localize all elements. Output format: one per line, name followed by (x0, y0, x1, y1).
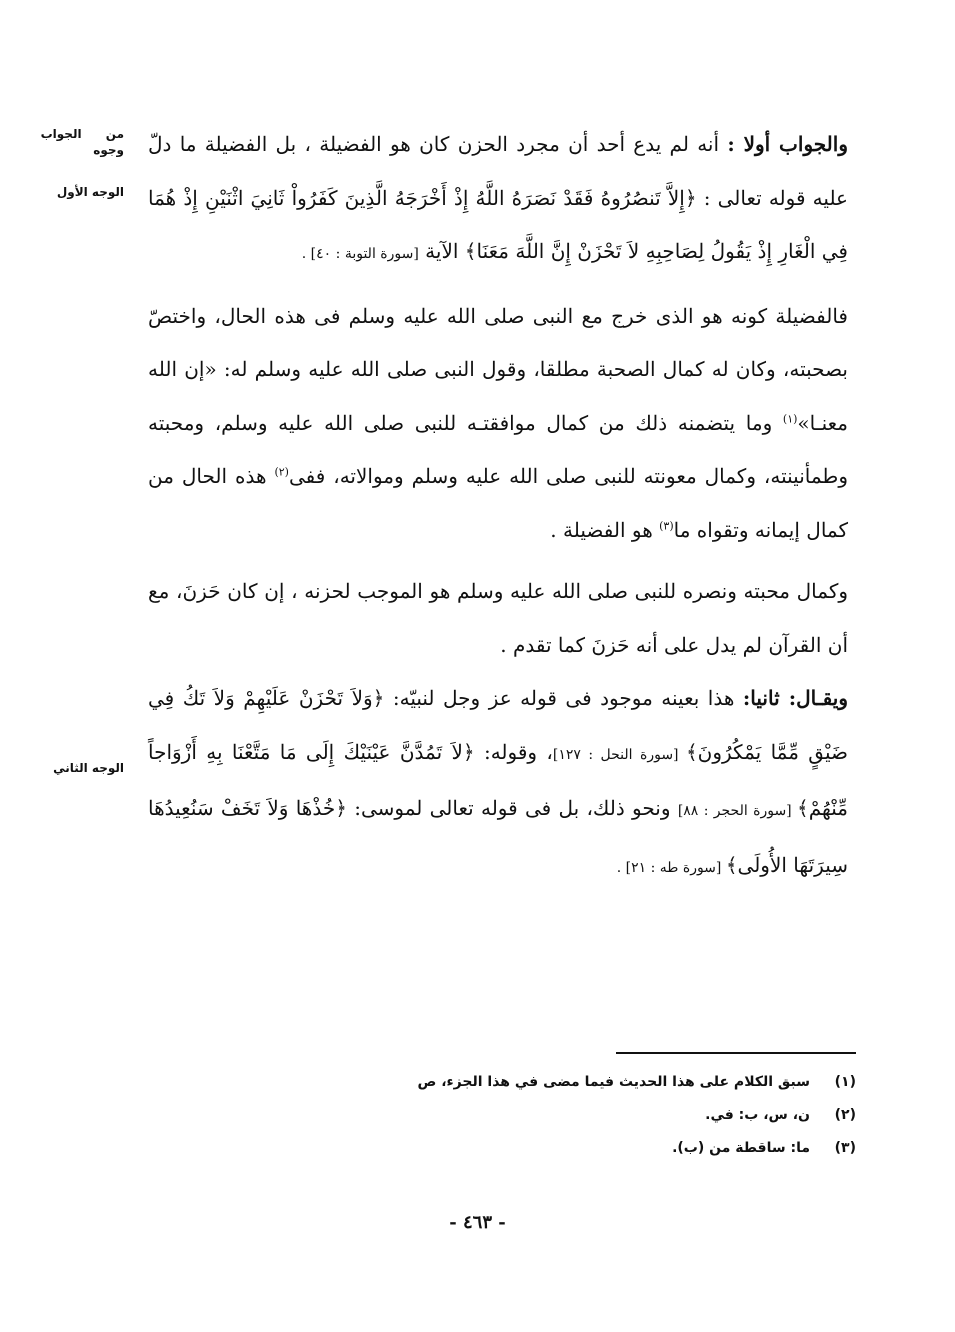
paragraph-text: هو الفضيلة . (550, 517, 660, 542)
margin-note-word-min: من (105, 127, 124, 141)
footnotes (300, 1066, 856, 1165)
margin-note-word-aspects: وجوه (93, 143, 124, 157)
footnote-number: (٣) (834, 1140, 856, 1156)
quran-verse: ﴿وَلاَ تَحْزَنْ عَلَيْهِمْ وَلاَ تَكُ فِي ضَيْقٍ مِّمَّا يَمْكُرُونَ﴾ (148, 686, 848, 764)
paragraph-virtue (148, 290, 848, 558)
quran-verse: ﴿خُذْهَا وَلاَ تَخَفْ سَنُعِيدُهَا سِيرَتَهَا الأُولَى﴾ (148, 796, 848, 877)
surah-reference: [سورة النحل : ١٢٧] (552, 746, 686, 763)
paragraph-text: ، وقوله: (474, 739, 553, 764)
surah-reference: [سورة طه : ٢١] . (616, 859, 726, 876)
main-text (148, 118, 848, 895)
paragraph-first-answer (148, 118, 848, 282)
paragraph-text: فالفضيلة كونه هو الذى خرج مع النبى صلى الله عليه وسلم فى هذه الحال، واختصّ بصحبته، وكان له كمال الصحبة مطلقا، وقول النبى صلى الله عليه وسلم له: «إن الله معنـا» (148, 303, 848, 435)
surah-reference: [سورة الحجر : ٨٨] (677, 803, 798, 819)
margin-note-first-aspect: الوجه الأول (56, 185, 124, 199)
footnote-text: سبق الكلام على هذا الحديث فيما مضى في هذا الجزء، ص (417, 1074, 810, 1090)
footnote-item (300, 1099, 856, 1132)
quran-verse: ﴿لاَ تَمُدَّنَّ عَيْنَيْكَ إِلَى مَا مَتَّعْنَا بِهِ أَزْوَاجاً مِّنْهُمْ﴾ (148, 739, 849, 820)
footnote-item (300, 1132, 856, 1165)
lead-phrase: والجواب أولا : (727, 132, 848, 156)
footnote-text: ما: ساقطة من (ب). (672, 1140, 810, 1156)
surah-reference: [سورة التوبة : ٤٠] . (301, 246, 419, 262)
footnote-marker: (٣) (659, 518, 674, 532)
footnote-marker: (١) (782, 411, 798, 425)
paragraph-love: وكمال محبته ونصره للنبى صلى الله عليه وسلم هو الموجب لحزنه ، إن كان حَزنَ، مع أن القرآن لم يدل على أنه حَزنَ كما تقدم . (148, 579, 848, 657)
paragraph-text: وما يتضمنه ذلك من كمال موافقتـه للنبى صلى الله عليه وسلم، ومحبته وطمأنينته، وكمال معونته للنبى صلى الله عليه وسلم وموالاته، ففى (148, 410, 848, 488)
lead-phrase: ويقـال: ثانيا: (742, 686, 848, 710)
footnote-item (300, 1066, 856, 1099)
footnote-number: (١) (834, 1074, 856, 1090)
footnote-marker: (٢) (274, 465, 289, 479)
quran-verse: ﴿إِلاَّ تَنصُرُوهُ فَقَدْ نَصَرَهُ اللَّهُ إِذْ أَخْرَجَهُ الَّذِينَ كَفَرُواْ ثَانِيَ اثْنَيْنِ إِذْ هُمَا فِي الْغَارِ إِذْ يَقُولُ لِصَاحِبِهِ لاَ تَحْزَنْ إِنَّ اللَّهَ مَعَنَا﴾ (148, 185, 848, 263)
paragraph-text: الآية (418, 239, 465, 263)
paragraph-second-answer (148, 672, 848, 895)
paragraph-text: هذا بعينه موجود فى قوله عز وجل لنبيّه: (384, 686, 743, 710)
margin-note-word-answer: الجواب (40, 127, 82, 141)
footnote-text: ن، س، ب: في. (705, 1107, 810, 1123)
margin-note-second-aspect: الوجه الثاني (53, 761, 124, 775)
footnote-divider (616, 1052, 856, 1054)
footnote-number: (٢) (834, 1107, 856, 1123)
paragraph-text: ونحو ذلك، بل فى قوله تعالى لموسى: (346, 796, 678, 820)
page-number: - ٤٦٣ - (449, 1212, 506, 1233)
paragraph-text: أنه لم يدع أحد أن مجرد الحزن كان هو الفضيلة ، بل الفضيلة ما دلّ عليه قوله تعالى : (148, 132, 848, 210)
margin-note-answer (24, 126, 124, 158)
paragraph-text: هذه الحال من كمال إيمانه وتقواه ما (148, 464, 848, 542)
